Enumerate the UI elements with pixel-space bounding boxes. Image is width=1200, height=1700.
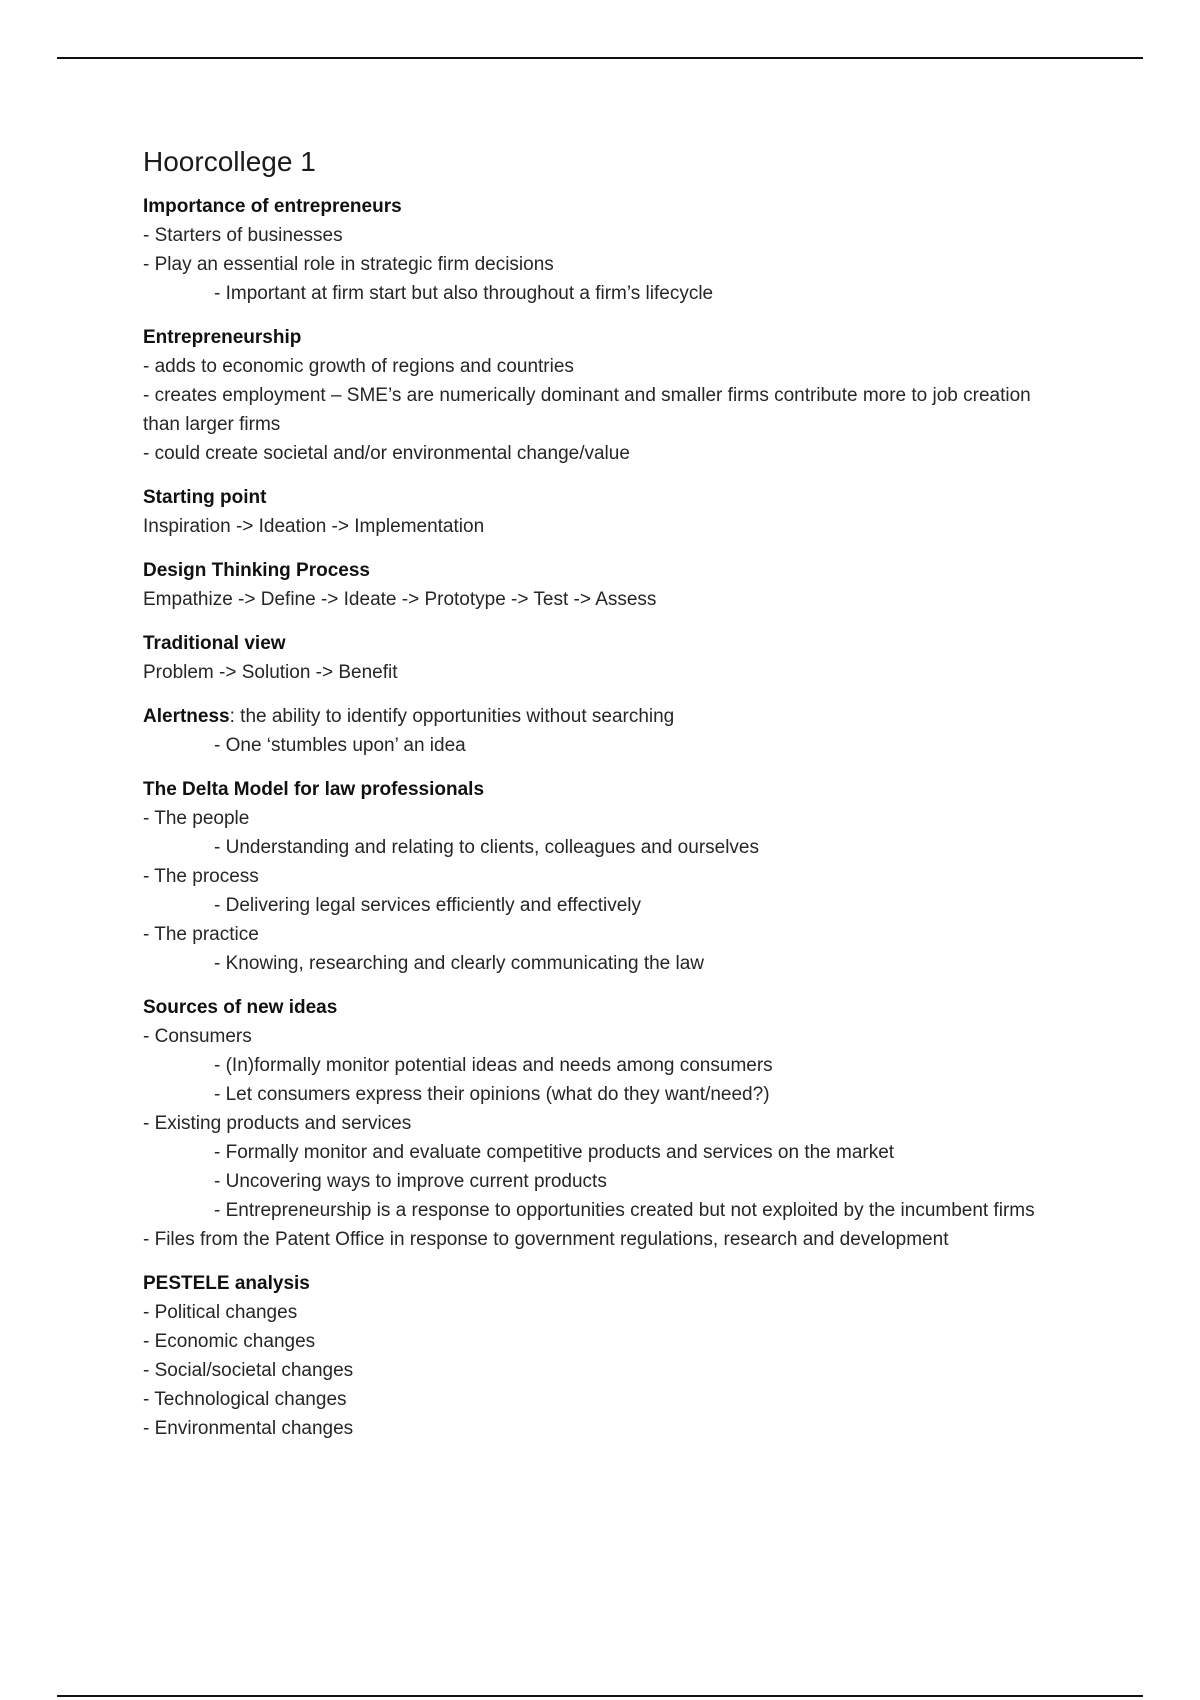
list-item: - Existing products and services: [143, 1113, 412, 1134]
section-design-thinking-process: [143, 556, 1063, 614]
section-alertness: [143, 702, 1063, 760]
section-heading: Traditional view: [143, 633, 286, 654]
sub-list-item: - Formally monitor and evaluate competitive products and services on the market: [214, 1142, 895, 1163]
section-pestele-analysis: [143, 1269, 1063, 1443]
sub-list-item: - Important at firm start but also throughout a firm’s lifecycle: [214, 283, 714, 304]
sub-list-item: - Uncovering ways to improve current products: [214, 1171, 607, 1192]
flow-line: Empathize -> Define -> Ideate -> Prototype -> Test -> Assess: [143, 589, 657, 610]
section-sources-of-new-ideas: [143, 993, 1063, 1254]
definition-text: : the ability to identify opportunities without searching: [229, 706, 675, 727]
sub-list-item: - Delivering legal services efficiently and effectively: [214, 895, 641, 916]
list-item: - could create societal and/or environmental change/value: [143, 443, 630, 464]
section-heading: Sources of new ideas: [143, 997, 338, 1018]
list-item: - The people: [143, 808, 250, 829]
section-delta-model: [143, 775, 1063, 978]
header-rule: [57, 57, 1143, 59]
section-importance-of-entrepreneurs: [143, 192, 1063, 308]
footer-rule: [57, 1695, 1143, 1697]
section-heading: Importance of entrepreneurs: [143, 196, 402, 217]
list-item: - Political changes: [143, 1302, 298, 1323]
section-entrepreneurship: [143, 323, 1063, 468]
list-item: - adds to economic growth of regions and countries: [143, 356, 574, 377]
section-heading: The Delta Model for law professionals: [143, 779, 485, 800]
section-heading: Alertness: [143, 706, 230, 727]
list-item: - Technological changes: [143, 1389, 347, 1410]
section-starting-point: [143, 483, 1063, 541]
list-item: - The process: [143, 866, 259, 887]
document-body: [143, 142, 1063, 1458]
list-item: - Environmental changes: [143, 1418, 354, 1439]
list-item: - creates employment – SME’s are numerically dominant and smaller firms contribute more to job creation than larger firms: [143, 385, 1031, 435]
section-heading: PESTELE analysis: [143, 1273, 310, 1294]
sub-list-item: - Entrepreneurship is a response to opportunities created but not exploited by the incumbent firms: [214, 1200, 1035, 1221]
list-item: - Starters of businesses: [143, 225, 343, 246]
flow-line: Problem -> Solution -> Benefit: [143, 662, 398, 683]
sub-list-item: - (In)formally monitor potential ideas and needs among consumers: [214, 1055, 773, 1076]
section-heading: Entrepreneurship: [143, 327, 302, 348]
list-item: - The practice: [143, 924, 259, 945]
definition-line: [143, 702, 1063, 731]
sub-list-item: - Understanding and relating to clients, colleagues and ourselves: [214, 837, 759, 858]
sub-list-item: - Knowing, researching and clearly communicating the law: [214, 953, 705, 974]
page-title: Hoorcollege 1: [143, 146, 316, 177]
section-traditional-view: [143, 629, 1063, 687]
sub-list-item: - Let consumers express their opinions (what do they want/need?): [214, 1084, 770, 1105]
list-item: - Files from the Patent Office in response to government regulations, research and development: [143, 1229, 949, 1250]
section-heading: Starting point: [143, 487, 267, 508]
list-item: - Social/societal changes: [143, 1360, 354, 1381]
flow-line: Inspiration -> Ideation -> Implementation: [143, 516, 485, 537]
section-heading: Design Thinking Process: [143, 560, 370, 581]
list-item: - Consumers: [143, 1026, 252, 1047]
sub-list-item: - One ‘stumbles upon’ an idea: [214, 735, 466, 756]
list-item: - Economic changes: [143, 1331, 316, 1352]
list-item: - Play an essential role in strategic firm decisions: [143, 254, 554, 275]
